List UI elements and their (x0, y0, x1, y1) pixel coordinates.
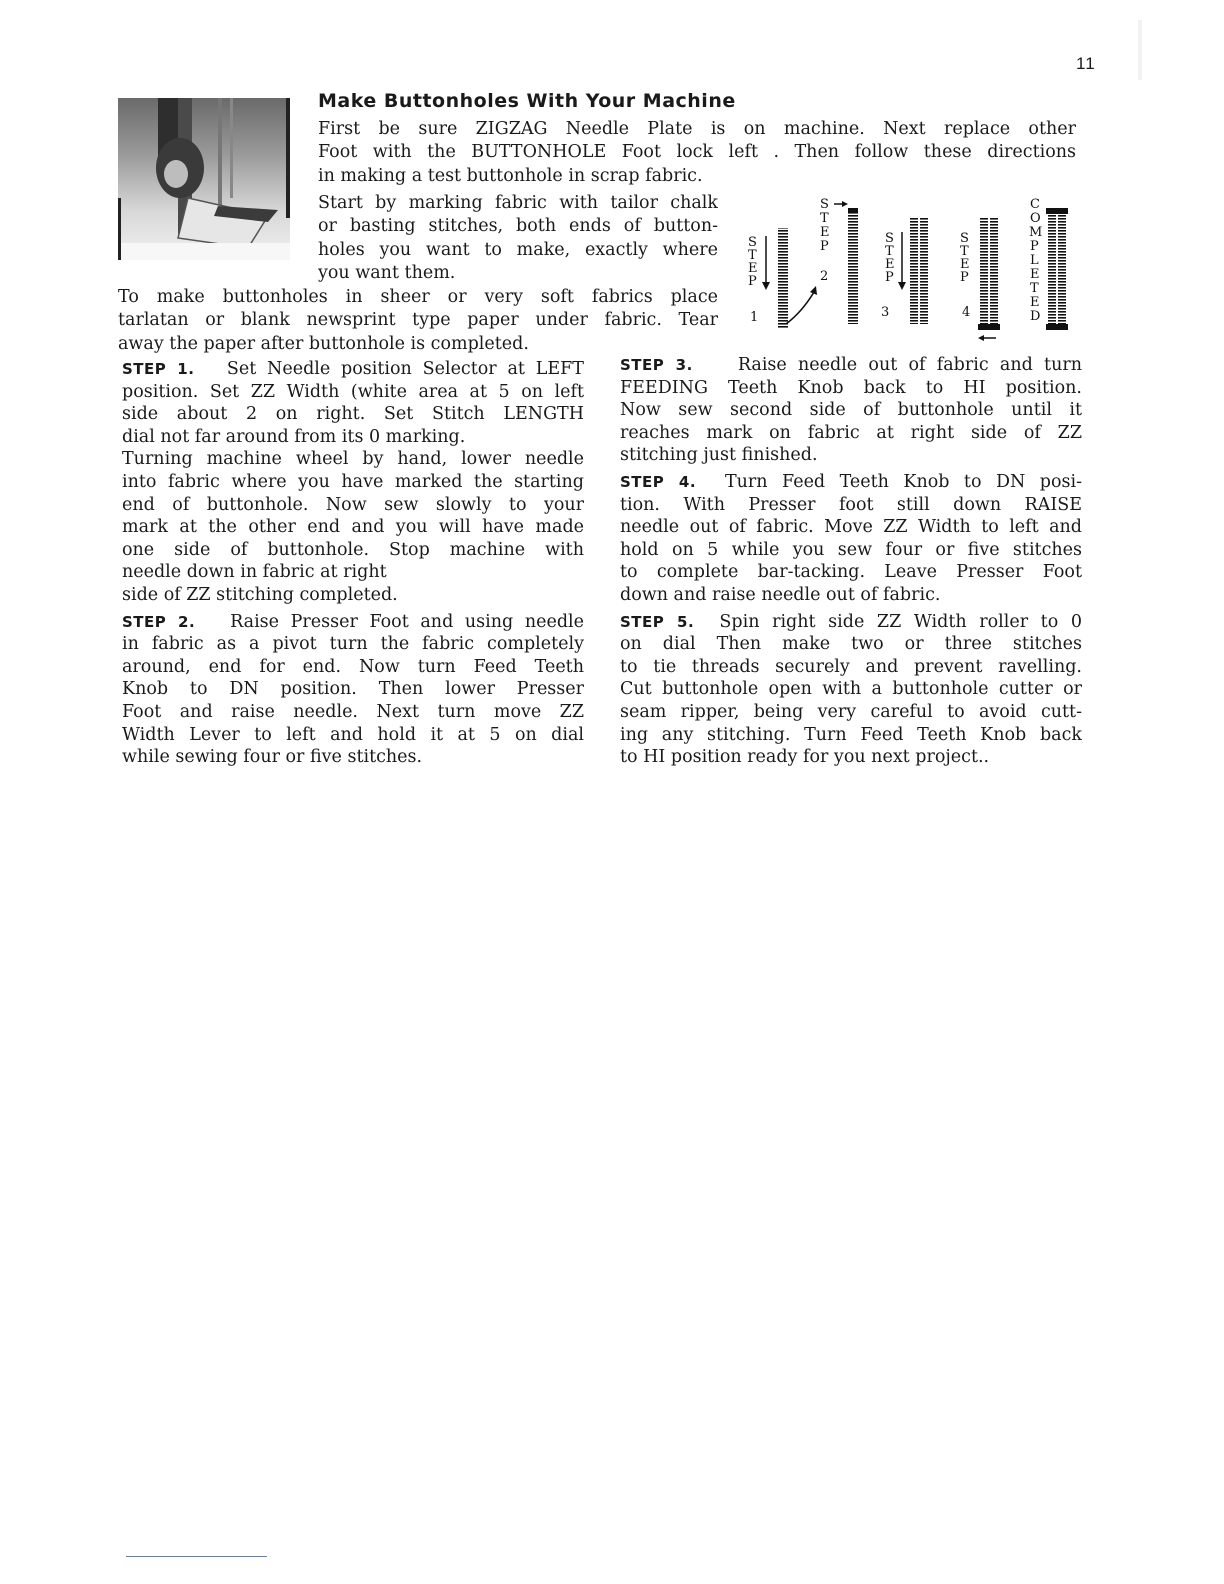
step2-line: around, end for end. Now turn Feed Teeth (122, 656, 584, 677)
step2-text: Raise Presser Foot and using needle (230, 611, 584, 632)
step1-line: one side of buttonhole. Stop machine with (122, 539, 584, 560)
marking-paragraph (318, 192, 718, 285)
diagram-step1-letter: E (748, 261, 758, 276)
diagram-completed-letter: L (1030, 253, 1039, 268)
step2-line: in fabric as a pivot turn the fabric completely (122, 634, 584, 655)
diagram-step3-letter: T (885, 244, 894, 259)
zigzag-side-left (778, 228, 788, 328)
diagram-step2-number: 2 (820, 269, 829, 284)
step1-label: STEP 1. (122, 360, 195, 378)
step3-line (620, 354, 1082, 377)
step3-line: Now sew second side of buttonhole until it (620, 400, 1082, 421)
step4-text: Turn Feed Teeth Knob to DN posi- (724, 471, 1082, 492)
step1-line: into fabric where you have marked the starting (122, 471, 584, 492)
step2-line: Foot and raise needle. Next turn move ZZ (122, 701, 584, 722)
intro-line: in making a test buttonhole in scrap fabric. (318, 165, 703, 186)
zigzag-side-left (980, 218, 988, 324)
bar-tack-bottom (1046, 324, 1068, 330)
step1-line: side of ZZ stitching completed. (122, 584, 398, 605)
scan-edge-mark (1138, 20, 1142, 80)
step5-line: Cut buttonhole open with a buttonhole cutter or (620, 679, 1082, 700)
left-column (122, 358, 584, 769)
right-arrow-head-icon (842, 201, 848, 207)
diagram-step4-number: 4 (962, 305, 971, 320)
machine-foot-illustration (118, 98, 290, 260)
intro-paragraph (318, 118, 1076, 188)
diagram-step4-letter: S (960, 231, 969, 246)
bar-tack-bottom (978, 324, 1000, 330)
diagram-step4-letter: P (960, 270, 969, 285)
step2-line: while sewing four or five stitches. (122, 747, 423, 768)
diagram-step1-number: 1 (750, 310, 759, 325)
sheer-line: To make buttonholes in sheer or very soft fabrics place (118, 287, 718, 307)
step2-line (122, 611, 584, 634)
diagram-step1-letter: T (748, 248, 757, 263)
diagram-step2-letter: P (820, 239, 829, 254)
step1-line: end of buttonhole. Now sew slowly to your (122, 494, 584, 515)
bar-tack-top (848, 208, 858, 212)
diagram-completed-letter: E (1030, 295, 1040, 310)
marking-line: you want them. (318, 262, 456, 283)
diagram-completed-letter: O (1030, 211, 1041, 226)
step4-line (620, 471, 1082, 494)
step1-line: side about 2 on right. Set Stitch LENGTH (122, 404, 584, 425)
step4-line: hold on 5 while you sew four or five stitches (620, 539, 1082, 560)
step5-line: ing any stitching. Turn Feed Teeth Knob back (620, 724, 1082, 745)
diagram-step3-letter: S (885, 231, 894, 246)
diagram-completed-letter: M (1029, 225, 1043, 240)
step2-line: Knob to DN position. Then lower Presser (122, 679, 584, 700)
diagram-step2-letter: S (820, 197, 829, 212)
zigzag-side-left (1048, 214, 1056, 324)
footnote-rule (126, 1556, 267, 1557)
step1-text: Set Needle position Selector at LEFT (226, 359, 584, 379)
diagram-step2-letter: E (820, 225, 830, 240)
sheer-fabric-paragraph (118, 286, 718, 356)
step5-line: to HI position ready for you next project.. (620, 747, 990, 768)
right-column (620, 354, 1082, 769)
buttonhole-steps-diagram (742, 194, 1084, 346)
diagram-completed-letter: C (1030, 197, 1040, 212)
step3-label: STEP 3. (620, 356, 693, 374)
sewing-machine-photo (118, 98, 290, 260)
step3-line: stitching just finished. (620, 445, 818, 466)
intro-line: First be sure ZIGZAG Needle Plate is on machine. Next replace other (318, 119, 1076, 139)
step5-line: seam ripper, being very careful to avoid cutt- (620, 701, 1082, 722)
marking-line: or basting stitches, both ends of button- (318, 216, 718, 237)
diagram-step1-letter: S (748, 235, 757, 250)
step2-label: STEP 2. (122, 612, 196, 631)
step4-line: down and raise needle out of fabric. (620, 584, 941, 605)
diagram-completed-letter: E (1030, 267, 1040, 282)
step5-line (620, 611, 1082, 634)
step1-line (122, 358, 584, 381)
down-arrow-head-icon (762, 282, 770, 290)
marking-line: holes you want to make, exactly where (318, 239, 718, 260)
zigzag-side-right (990, 218, 998, 324)
diagram-step3-letter: E (885, 257, 895, 272)
step4-line: tion. With Presser foot still down RAISE (620, 494, 1082, 515)
diagram-completed-letter: T (1030, 281, 1039, 296)
step3-line: FEEDING Teeth Knob back to HI position. (620, 377, 1082, 398)
step2-line: Width Lever to left and hold it at 5 on dial (122, 724, 584, 745)
diagram-step1-letter: P (748, 274, 757, 289)
diagram-step3-number: 3 (881, 305, 890, 320)
down-arrow-head-icon (898, 282, 906, 290)
diagram-step3-letter: P (885, 270, 894, 285)
step1-line: Turning machine wheel by hand, lower needle (122, 449, 584, 470)
step5-text: Spin right side ZZ Width roller to 0 (719, 611, 1082, 632)
left-arrow-head-icon (978, 335, 984, 341)
step4-line: needle out of fabric. Move ZZ Width to left and (620, 517, 1082, 538)
diagram-completed-letter: D (1030, 309, 1041, 324)
diagram-completed-letter: P (1030, 239, 1039, 254)
sheer-line: tarlatan or blank newsprint type paper under fabric. Tear (118, 310, 718, 331)
step5-label: STEP 5. (620, 612, 695, 631)
intro-line: Foot with the BUTTONHOLE Foot lock left . Then follow these directions (318, 142, 1076, 163)
step3-text: Raise needle out of fabric and turn (737, 355, 1082, 375)
step5-line: to tie threads securely and prevent ravelling. (620, 656, 1082, 677)
step1-line: needle down in fabric at right (122, 562, 387, 583)
step3-line: reaches mark on fabric at right side of ZZ (620, 422, 1082, 443)
marking-line: Start by marking fabric with tailor chalk (318, 193, 718, 213)
step4-label: STEP 4. (620, 472, 697, 491)
sheer-line: away the paper after buttonhole is completed. (118, 333, 529, 354)
step1-line: position. Set ZZ Width (white area at 5 on left (122, 381, 584, 402)
diagram-step4-letter: T (960, 244, 969, 259)
zigzag-side-right (1058, 214, 1066, 324)
diagram-step4-letter: E (960, 257, 970, 272)
step1-line: mark at the other end and you will have made (122, 517, 584, 538)
page-number: 11 (1076, 54, 1096, 73)
step1-line: dial not far around from its 0 marking. (122, 426, 466, 447)
diagram-step2-letter: T (820, 211, 829, 226)
step5-line: on dial Then make two or three stitches (620, 634, 1082, 655)
page-title: Make Buttonholes With Your Machine (318, 90, 736, 112)
zigzag-side-left (910, 218, 918, 324)
pivot-curve-arrow-icon (786, 292, 814, 324)
bar-tack-top (1046, 208, 1068, 214)
step4-line: to complete bar-tacking. Leave Presser Foot (620, 562, 1082, 583)
zigzag-side-right (920, 218, 928, 324)
zigzag-side-right (848, 212, 858, 324)
